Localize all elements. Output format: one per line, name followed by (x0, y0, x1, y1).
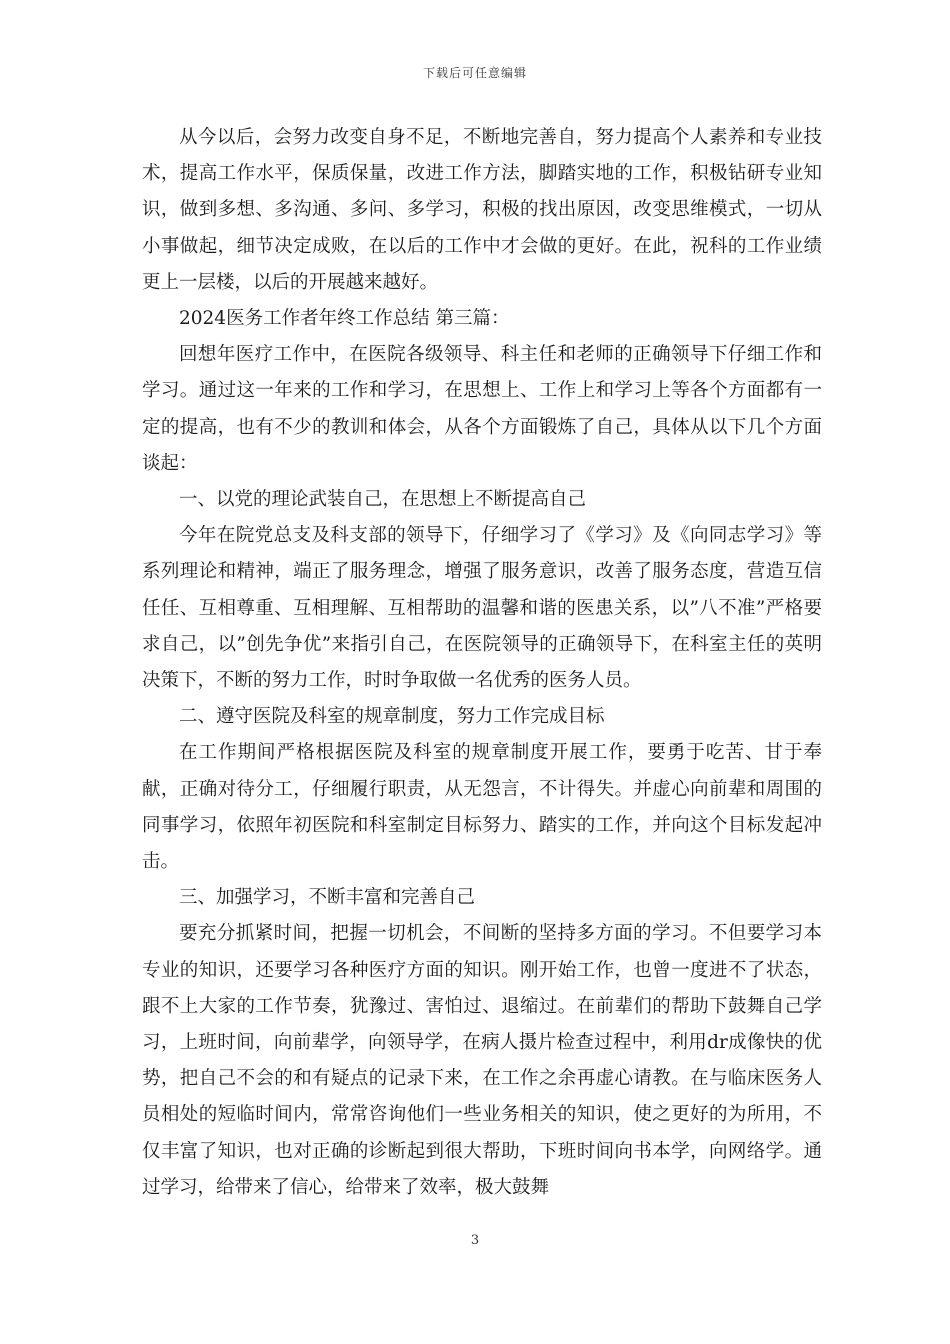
heading-2: 二、遵守医院及科室的规章制度，努力工作完成目标 (179, 706, 605, 728)
paragraph-closing-remarks: 从今以后，会努力改变自身不足，不断地完善自，努力提高个人素养和专业技术，提高工作水平，保质保量，改进工作方法，脚踏实地的工作，积极钻研专业知识，做到多想、多沟通、多问、多学习，积极的找出原因，改变思维模式，一切从小事做起，细节决定成败，在以后的工作中才会做的更好。在此，祝科的工作业绩更上一层楼，以后的开展越来越好。 (142, 127, 822, 293)
paragraph-1: 今年在院党总支及科支部的领导下，仔细学习了《学习》及《向同志学习》等系列理论和精神，端正了服务理念，增强了服务意识，改善了服务态度，营造互信任任、互相尊重、互相理解、互相帮助的温馨和谐的医患关系，以”八不准”严格要求自己，以”创先争优”来指引自己，在医院领导的正确领导下，在科室主任的英明决策下，不断的努力工作，时时争取做一名优秀的医务人员。 (142, 525, 822, 692)
page-number: 3 (470, 1233, 480, 1248)
heading-3: 三、加强学习，不断丰富和完善自己 (179, 887, 476, 909)
paragraph-intro: 回想年医疗工作中，在医院各级领导、科主任和老师的正确领导下仔细工作和学习。通过这一年来的工作和学习，在思想上、工作上和学习上等各个方面都有一定的提高，也有不少的教训和体会，从各个方面锻炼了自己，具体从以下几个方面谈起： (142, 344, 822, 474)
heading-1: 一、以党的理论武装自己，在思想上不断提高自己 (179, 489, 587, 511)
paragraph-3: 要充分抓紧时间，把握一切机会，不间断的坚持多方面的学习。不但要学习本专业的知识，还要学习各种医疗方面的知识。刚开始工作，也曾一度进不了状态，跟不上大家的工作节奏，犹豫过、害怕过、退缩过。在前辈们的帮助下鼓舞自己学习，上班时间，向前辈学，向领导学，在病人摄片检查过程中，利用dr成像快的优势，把自己不会的和有疑点的记录下来，在工作之余再虚心请教。在与临床医务人员相处的短临时间内，常常咨询他们一些业务相关的知识，使之更好的为所用，不仅丰富了知识，也对正确的诊断起到很大帮助，下班时间向书本学，向网络学。通过学习，给带来了信心，给带来了效率，极大鼓舞 (142, 923, 822, 1198)
document-body (142, 120, 822, 1206)
page-header: 下载后可任意编辑 (422, 66, 527, 80)
paragraph-2: 在工作期间严格根据医院及科室的规章制度开展工作，要勇于吃苦、甘于奉献，正确对待分工，仔细履行职责，从无怨言，不计得失。并虚心向前辈和周围的同事学习，依照年初医院和科室制定目标努力、踏实的工作，并向这个目标发起冲击。 (142, 742, 822, 873)
section-title: 2024医务工作者年终工作总结 第三篇： (179, 308, 510, 330)
